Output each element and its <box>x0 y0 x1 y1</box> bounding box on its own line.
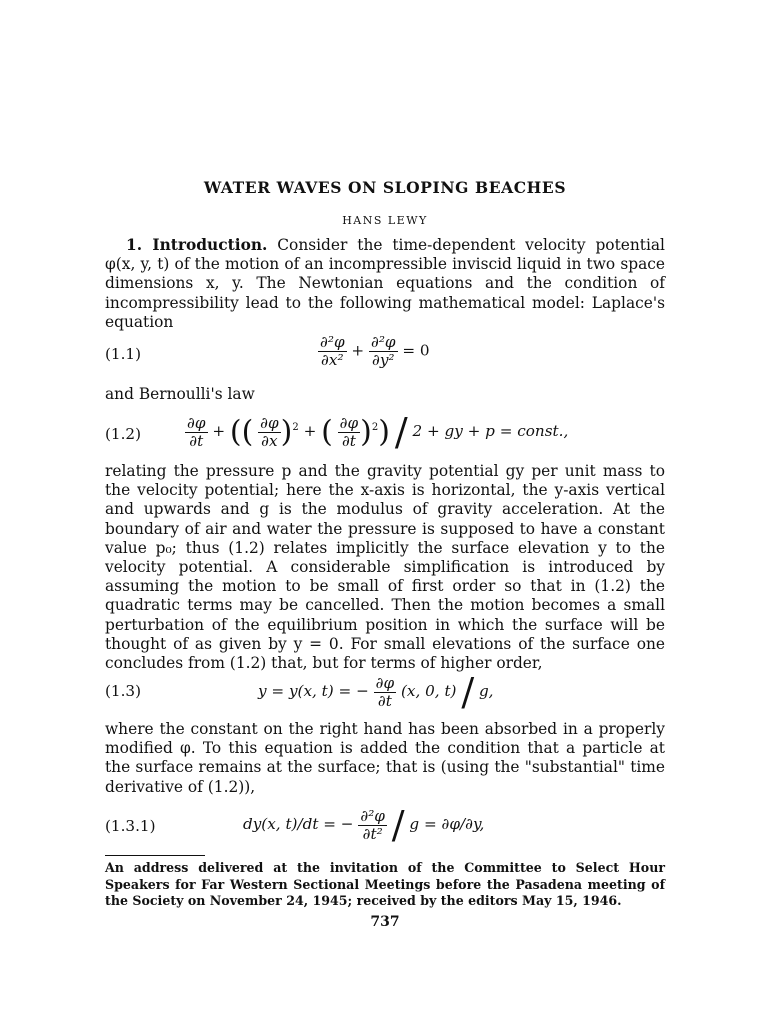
equation-1-3-1: dy(x, t)/dt = − $\frac{\text{∂²φ}}{\text{∂t²}}$ / g = ∂φ/∂y, <box>243 803 485 847</box>
equation-label-1-3: (1.3) <box>105 682 142 700</box>
bernoulli-intro: and Bernoulli's law <box>105 385 255 403</box>
equation-label-1-1: (1.1) <box>105 345 142 363</box>
equation-1-1: $\frac{\text{∂²φ}}{\text{∂x²}}$ + $\frac{\text{∂²φ}}{\text{∂y²}}$ = 0 <box>320 333 430 369</box>
equation-label-1-3-1: (1.3.1) <box>105 817 156 835</box>
body-paragraph-3: where the constant on the right hand has been absorbed in a properly modified φ. To this equation is added the condition that a particle at the surface remains at the surface; that is (using the "substantial" time derivative of (1.2)), <box>105 720 665 796</box>
article-title: WATER WAVES ON SLOPING BEACHES <box>203 178 567 197</box>
fraction: $\frac{\partial\varphi}{\partial t}$ <box>187 413 206 450</box>
page-number: 737 <box>370 914 400 930</box>
footnote-rule <box>105 855 205 856</box>
body-paragraph-2: relating the pressure p and the gravity potential gy per unit mass to the velocity potential; here the x-axis is horizontal, the y-axis vertical and upwards and g is the modulus of gravity acceleration. At the boundary of air and water the pressure is supposed to have a constant value p₀; thus (1.2) relates implicitly the surface elevation y to the velocity potential. A considerable simplification is introduced by assuming the motion to be small of first order so that in (1.2) the quadratic terms may be cancelled. Then the motion becomes a small perturbation of the equilibrium position in which the surface will be thought of as given by y = 0. For small elevations of the surface one concludes from (1.2) that, but for terms of higher order, <box>105 462 665 673</box>
equation-1-3: y = y(x, t) = − $\frac{\partial\varphi}{\partial t}$ (x, 0, t) / g, <box>258 670 494 714</box>
fraction: $\frac{\partial\varphi}{\partial x}$ <box>260 413 279 450</box>
equation-label-1-2: (1.2) <box>105 425 142 443</box>
fraction: $\frac{\text{∂²φ}}{\text{∂x²}}$ <box>320 333 345 369</box>
equation-1-2: $\frac{\partial\varphi}{\partial t}$ + (( $\frac{\partial\varphi}{\partial x}$ )$^2$ + ( $\frac{\partial\varphi}{\partial t}$ )$^2$) / 2 + gy + p = const., <box>187 410 569 454</box>
intro-paragraph <box>105 236 665 332</box>
section-heading: 1. Introduction. <box>126 236 268 254</box>
fraction: $\frac{\text{∂²φ}}{\text{∂t²}}$ <box>360 806 385 843</box>
fraction: $\frac{\partial\varphi}{\partial t}$ <box>375 673 395 710</box>
intro-text: Consider the time-dependent velocity potential φ(x, y, t) of the motion of an incompressible inviscid liquid in two space dimensions x, y. The Newtonian equations and the condition of incompressibility lead to the following mathematical model: Laplace's equation <box>105 236 665 331</box>
fraction: $\frac{\partial\varphi}{\partial t}$ <box>339 413 359 450</box>
author-name: HANS LEWY <box>342 214 428 227</box>
fraction: $\frac{\text{∂²φ}}{\text{∂y²}}$ <box>370 333 396 369</box>
footnote: An address delivered at the invitation of the Committee to Select Hour Speakers for Far Western Sectional Meetings before the Pasadena meeting of the Society on November 24, 1945; received by the editors May 15, 1946. <box>105 860 665 908</box>
